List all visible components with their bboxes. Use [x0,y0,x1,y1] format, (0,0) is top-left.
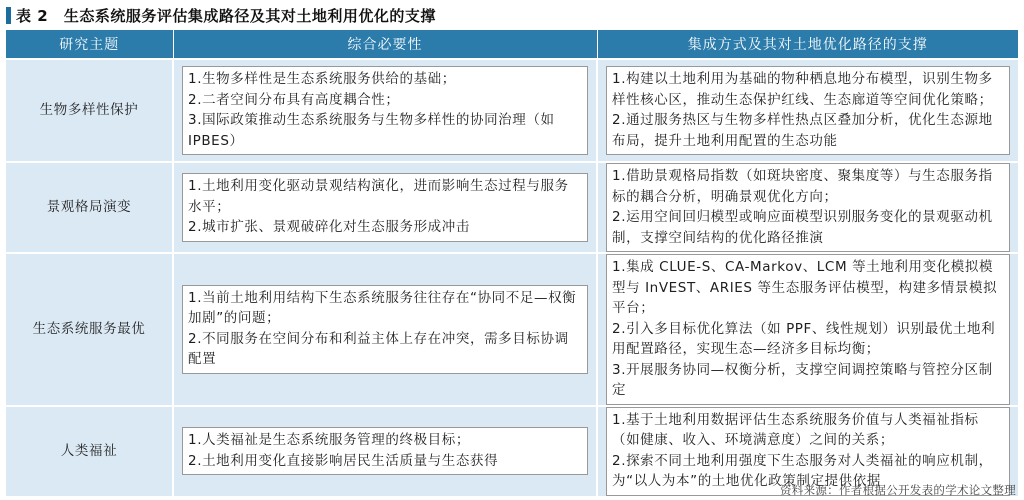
necessity-item: 1.人类福祉是生态系统服务管理的终极目标； [188,432,470,448]
integration-cell [597,253,1018,406]
integration-item: 1.基于土地利用数据评估生态系统服务价值与人类福祉指标（如健康、收入、环境满意度）之间的关系； [612,411,979,448]
caption-marker [6,7,11,24]
integration-box [606,66,1010,155]
necessity-box [182,285,588,374]
integration-item: 1.借助景观格局指数（如斑块密度、聚集度等）与生态服务指标的耦合分析，明确景观优化方向； [612,168,993,205]
caption-title: 生态系统服务评估集成路径及其对土地利用优化的支撑 [63,6,436,25]
necessity-item: 1.土地利用变化驱动景观结构演化，进而影响生态过程与服务水平； [188,178,569,215]
source-note: 资料来源：作者根据公开发表的学术论文整理 [780,483,1016,497]
necessity-cell [173,406,597,496]
necessity-item: 2.不同服务在空间分布和利益主体上存在冲突，需多目标协调配置 [188,330,569,368]
header-integration: 集成方式及其对土地优化路径的支撑 [597,30,1018,59]
necessity-box [182,427,588,475]
necessity-item: 3.国际政策推动生态系统服务与生物多样性的协同治理（如IPBES） [188,112,555,149]
integration-item: 3.开展服务协同—权衡分析，支撑空间调控策略与管控分区制定 [612,361,993,398]
necessity-item: 2.土地利用变化直接影响居民生活质量与生态获得 [188,452,499,469]
integration-item: 2.通过服务热区与生物多样性热点区叠加分析，优化生态源地布局，提升土地利用配置的生态功能 [612,112,993,149]
topic-cell: 生态系统服务最优 [6,253,173,406]
integration-item: 2.探索不同土地利用强度下生态服务对人类福祉的响应机制，为“以人为本”的土地优化政策制定提供依据 [612,452,993,489]
integration-box [606,163,1010,252]
table-row [6,253,1018,406]
necessity-cell [173,59,597,162]
table-header-row [6,30,1018,59]
header-necessity: 综合必要性 [173,30,597,59]
integration-item: 2.运用空间回归模型或响应面模型识别服务变化的景观驱动机制，支撑空间结构的优化路径推演 [612,209,993,246]
caption-label: 表 2 [16,6,49,25]
integration-item: 1.构建以土地利用为基础的物种栖息地分布模型，识别生物多样性核心区，推动生态保护红线、生态廊道等空间优化策略； [612,71,993,108]
necessity-box [182,66,588,155]
table-row [6,59,1018,162]
necessity-box [182,173,588,242]
integration-box [606,254,1010,405]
table-row [6,162,1018,253]
integration-item: 2.引入多目标优化算法（如 PPF、线性规划）识别最优土地利用配置路径，实现生态—经济多目标均衡； [612,320,996,357]
necessity-cell [173,162,597,253]
topic-cell: 生物多样性保护 [6,59,173,162]
necessity-item: 1.生物多样性是生态系统服务供给的基础； [188,71,456,87]
integration-item: 1.集成 CLUE-S、CA-Markov、LCM 等土地利用变化模拟模型与 InVEST、ARIES 等生态服务评估模型，构建多情景模拟平台； [612,259,998,316]
integration-cell [597,162,1018,253]
table-caption [6,5,436,25]
necessity-cell [173,253,597,406]
necessity-item: 2.二者空间分布具有高度耦合性； [188,91,400,108]
integration-cell [597,59,1018,162]
necessity-item: 1.当前土地利用结构下生态系统服务往往存在“协同不足—权衡加剧”的问题； [188,289,577,327]
integration-table [6,30,1018,496]
caption-text [16,5,436,26]
topic-cell: 人类福祉 [6,406,173,496]
header-topic: 研究主题 [6,30,173,59]
necessity-item: 2.城市扩张、景观破碎化对生态服务形成冲击 [188,219,470,236]
topic-cell: 景观格局演变 [6,162,173,253]
